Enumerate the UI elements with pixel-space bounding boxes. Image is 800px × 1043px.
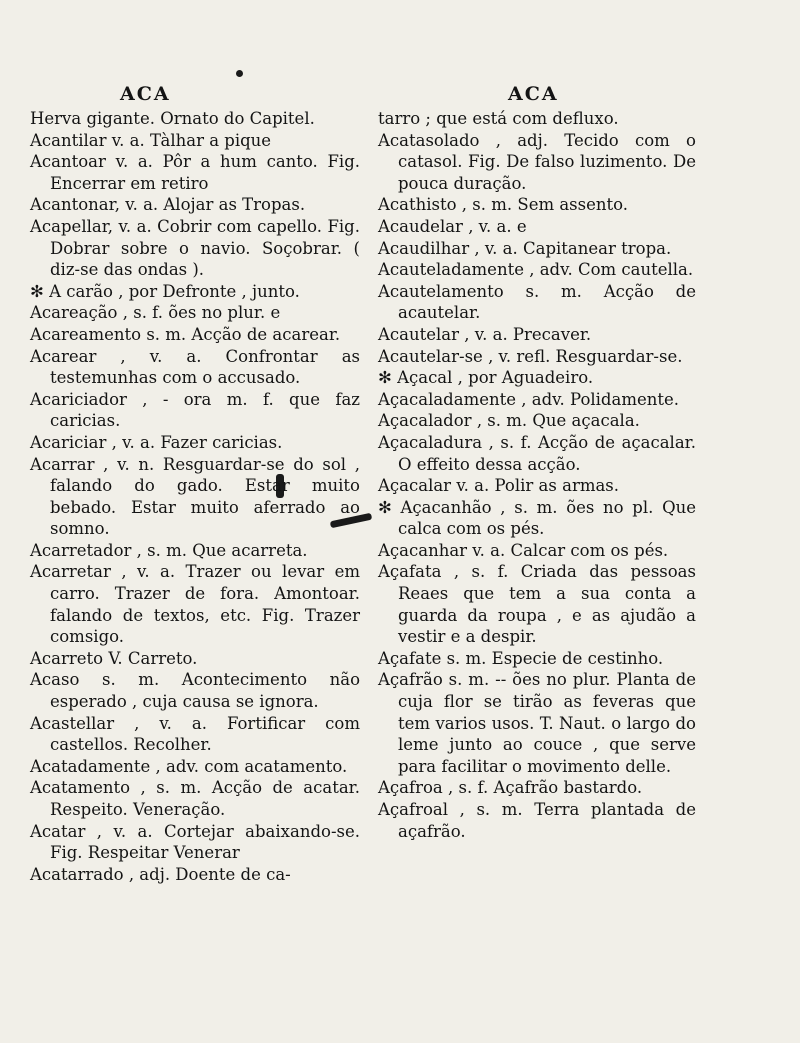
dictionary-entry: Açafroa , s. f. Açafrão bastardo. (378, 778, 643, 798)
dictionary-entry: Acaso s. m. Acontecimento não esperado , cuja causa se ignora. (30, 670, 360, 712)
dictionary-entry: Acareamento s. m. Acção de acarear. (30, 324, 341, 344)
dictionary-entry: Acatarrado , adj. Doente de ca- (30, 864, 291, 884)
right-column (378, 80, 696, 842)
dictionary-entry: Acautelar , v. a. Precaver. (378, 324, 592, 344)
dictionary-entry: tarro ; que está com defluxo. (378, 109, 619, 128)
dictionary-entry: Acariciador , - ora m. f. que faz caricias. (30, 389, 360, 431)
dictionary-entry: ✻ A carão , por Defronte , junto. (30, 281, 300, 301)
dictionary-entry: Acarretador , s. m. Que acarreta. (30, 540, 308, 560)
dictionary-entry: Açacaladamente , adv. Polidamente. (378, 389, 680, 409)
dictionary-entry: Acariciar , v. a. Fazer caricias. (30, 432, 283, 452)
dictionary-entry: Açacalador , s. m. Que açacala. (378, 411, 640, 431)
dictionary-entry: Acatasolado , adj. Tecido com o catasol. Fig. De falso luzimento. De pouca duração. (378, 130, 696, 193)
dictionary-entry: Açafate s. m. Especie de cestinho. (378, 648, 664, 668)
dictionary-entry: ✻ Açacanhão , s. m. ões no pl. Que calca com os pés. (378, 497, 696, 539)
ink-spot (236, 70, 243, 77)
dictionary-entry: Acastellar , v. a. Fortificar com castellos. Recolher. (30, 713, 360, 755)
dictionary-entry: Acantoar v. a. Pôr a hum canto. Fig. Encerrar em retiro (30, 152, 360, 193)
left-column (30, 80, 360, 885)
dictionary-entry: Acaudelar , v. a. e (378, 216, 527, 236)
dictionary-entry: Acapellar, v. a. Cobrir com capello. Fig. Dobrar sobre o navio. Soçobrar. ( diz-se das ondas ). (30, 216, 360, 280)
dictionary-entry: Acarreto V. Carreto. (30, 648, 198, 668)
dictionary-entry: Açafata , s. f. Criada das pessoas Reaes que tem a sua conta a guarda da roupa , e as ajudão a vestir e a despir. (378, 562, 696, 647)
right-column-header: ACA (508, 83, 559, 105)
dictionary-entry: Acarear , v. a. Confrontar as testemunhas com o accusado. (30, 346, 360, 388)
dictionary-entry: Acantonar, v. a. Alojar as Tropas. (30, 195, 306, 215)
dictionary-entry: Açafroal , s. m. Terra plantada de açafrão. (378, 800, 696, 841)
dictionary-entry: Acautelar-se , v. refl. Resguardar-se. (378, 346, 683, 366)
dictionary-entry: Açacaladura , s. f. Acção de açacalar. O effeito dessa acção. (378, 432, 696, 474)
left-column-header: ACA (120, 83, 171, 105)
dictionary-entry: Acauteladamente , adv. Com cautella. (378, 260, 694, 280)
left-entry-list (30, 108, 360, 885)
dictionary-entry: Acarretar , v. a. Trazer ou levar em carro. Trazer de fora. Amontoar. falando de textos, etc. Fig. Trazer comsigo. (30, 562, 360, 647)
dictionary-entry: Açafrão s. m. -- ões no plur. Planta de cuja flor se tirão as feveras que tem varios usos. T. Naut. o largo do leme junto ao couce , que serve para facilitar o movimento delle. (378, 670, 696, 776)
dictionary-entry: Acathisto , s. m. Sem assento. (378, 195, 629, 215)
dictionary-entry: ✻ Açacal , por Aguadeiro. (378, 368, 594, 388)
dictionary-entry: Acaudilhar , v. a. Capitanear tropa. (378, 238, 672, 258)
dictionary-entry: Açacalar v. a. Polir as armas. (378, 476, 620, 496)
dictionary-entry: Acarrar , v. n. Resguardar-se do sol , falando do gado. Estar muito bebado. Estar muito aferrado ao somno. (30, 454, 360, 539)
dictionary-entry: Acatamento , s. m. Acção de acatar. Respeito. Veneração. (30, 778, 360, 819)
dictionary-entry: Acatar , v. a. Cortejar abaixando-se. Fig. Respeitar Venerar (30, 821, 360, 863)
dictionary-entry: Açacanhar v. a. Calcar com os pés. (378, 540, 669, 560)
dictionary-entry: Acatadamente , adv. com acatamento. (30, 756, 348, 776)
dictionary-entry: Acautelamento s. m. Acção de acautelar. (378, 281, 696, 323)
right-entry-list (378, 108, 696, 842)
dictionary-entry: Acantilar v. a. Tàlhar a pique (30, 130, 272, 150)
dictionary-entry: Herva gigante. Ornato do Capitel. (30, 109, 315, 128)
dictionary-entry: Acareação , s. f. ões no plur. e (30, 303, 281, 323)
